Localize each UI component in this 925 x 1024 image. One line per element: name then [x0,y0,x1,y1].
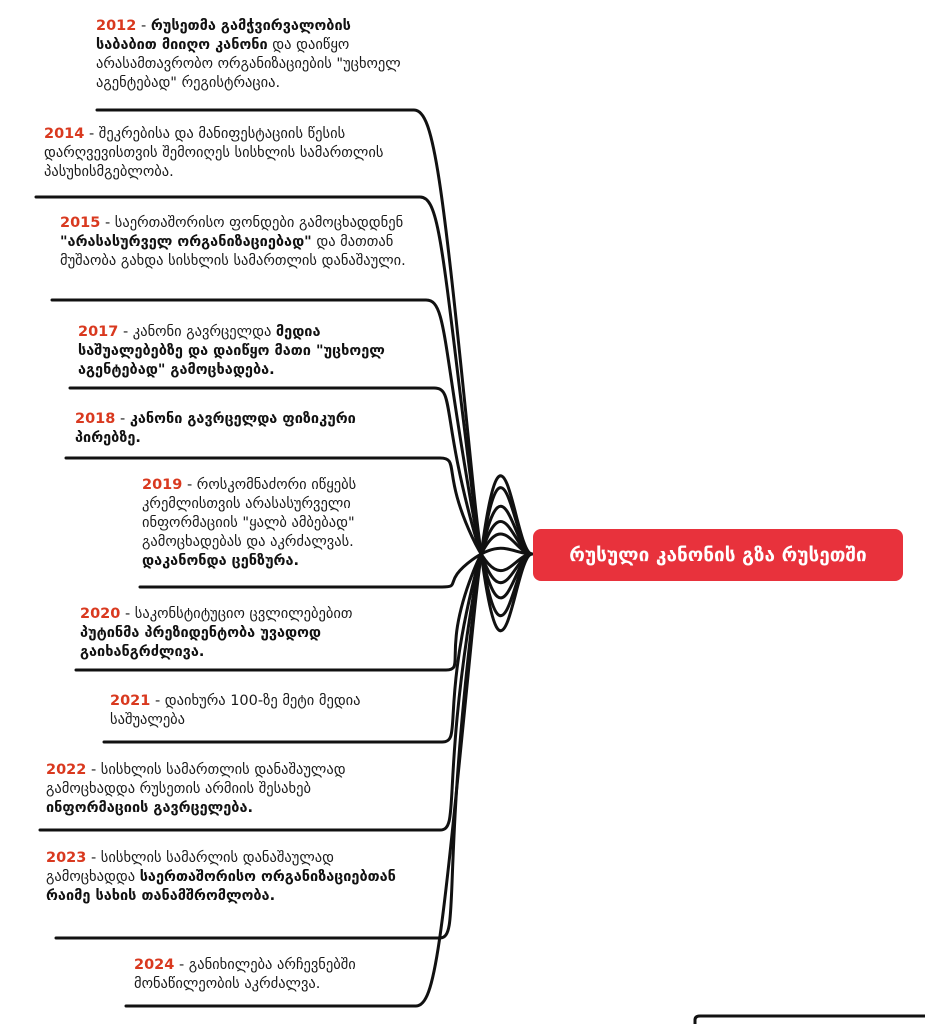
year-label: 2020 [80,606,121,622]
year-label: 2022 [46,762,87,778]
entry-text: დაკანონდა ცენზურა. [142,553,300,569]
central-title: რუსული კანონის გზა რუსეთში [569,544,867,566]
timeline-entry-2015 [60,214,410,271]
year-label: 2018 [75,411,116,427]
timeline-entry-2014 [44,125,412,182]
timeline-entry-2017 [78,323,410,380]
central-title-box [533,529,903,581]
entry-text: - [136,18,151,34]
entry-text: კანონი გავრცელდა ფიზიკური პირებზე. [75,411,356,446]
year-label: 2017 [78,324,119,340]
entry-text: და დაიწყო არასამთავრობო ორგანიზაციების "უცხოელ აგენტებად" რეგისტრაცია. [96,37,401,91]
entry-text: და მათთან მუშაობა გახდა სისხლის სამართლის დანაშაული. [60,234,406,269]
entry-text: - შეკრებისა და მანიფესტაციის წესის დარღვევისთვის შემოიღეს სისხლის სამართლის პასუხისმგებლობა. [44,126,384,180]
entry-text: - როსკომნაძორი იწყებს კრემლისთვის არასასურველი ინფორმაციის "ყალბ ამბებად" გამოცხადებას და აკრძალვას. [142,477,357,550]
timeline-entry-2023 [46,849,410,906]
entry-text: - საერთაშორისო ფონდები გამოცხადდნენ [100,215,404,231]
year-label: 2019 [142,477,183,493]
year-label: 2021 [110,693,151,709]
entry-text: - სისხლის სამარლის დანაშაულად გამოცხადდა [46,850,334,885]
entry-text: - საკონსტიტუციო ცვლილებებით [120,606,353,622]
entry-text: "არასასურველ ორგანიზაციებად" [60,234,312,250]
entry-text: - განიხილება არჩევნებში მონაწილეობის აკრძალვა. [134,957,356,992]
year-label: 2023 [46,850,87,866]
entry-text: რუსეთმა გამჭვირვალობის საბაბით მიიღო კანონი [96,18,351,53]
entry-text: ინფორმაციის გავრცელება. [46,800,253,816]
box-edge-fragment [695,1016,925,1024]
timeline-entry-2020 [80,605,410,662]
entry-text: - სისხლის სამართლის დანაშაულად გამოცხადდა რუსეთის არმიის შესახებ [46,762,346,797]
entry-text: მედია საშუალებებზე და დაიწყო მათი "უცხოელ აგენტებად" გამოცხადება. [78,324,385,378]
entry-text: - კანონი გავრცელდა [118,324,276,340]
timeline-entry-2024 [134,956,410,994]
year-label: 2024 [134,957,175,973]
timeline-entry-2018 [75,410,405,448]
entry-text: საერთაშორისო ორგანიზაციებთან რაიმე სახის თანამშრომლობა. [46,869,396,904]
year-label: 2014 [44,126,85,142]
timeline-entry-2019 [142,476,414,571]
entry-text: პუტინმა პრეზიდენტობა უვადოდ გაიხანგრძლივა. [80,625,322,660]
timeline-entry-2022 [46,761,410,818]
timeline-entry-2012 [96,17,408,93]
timeline-entry-2021 [110,692,410,730]
entry-text: - [115,411,130,427]
entry-text: - დაიხურა 100-ზე მეტი მედია საშუალება [110,693,361,728]
year-label: 2012 [96,18,137,34]
year-label: 2015 [60,215,101,231]
